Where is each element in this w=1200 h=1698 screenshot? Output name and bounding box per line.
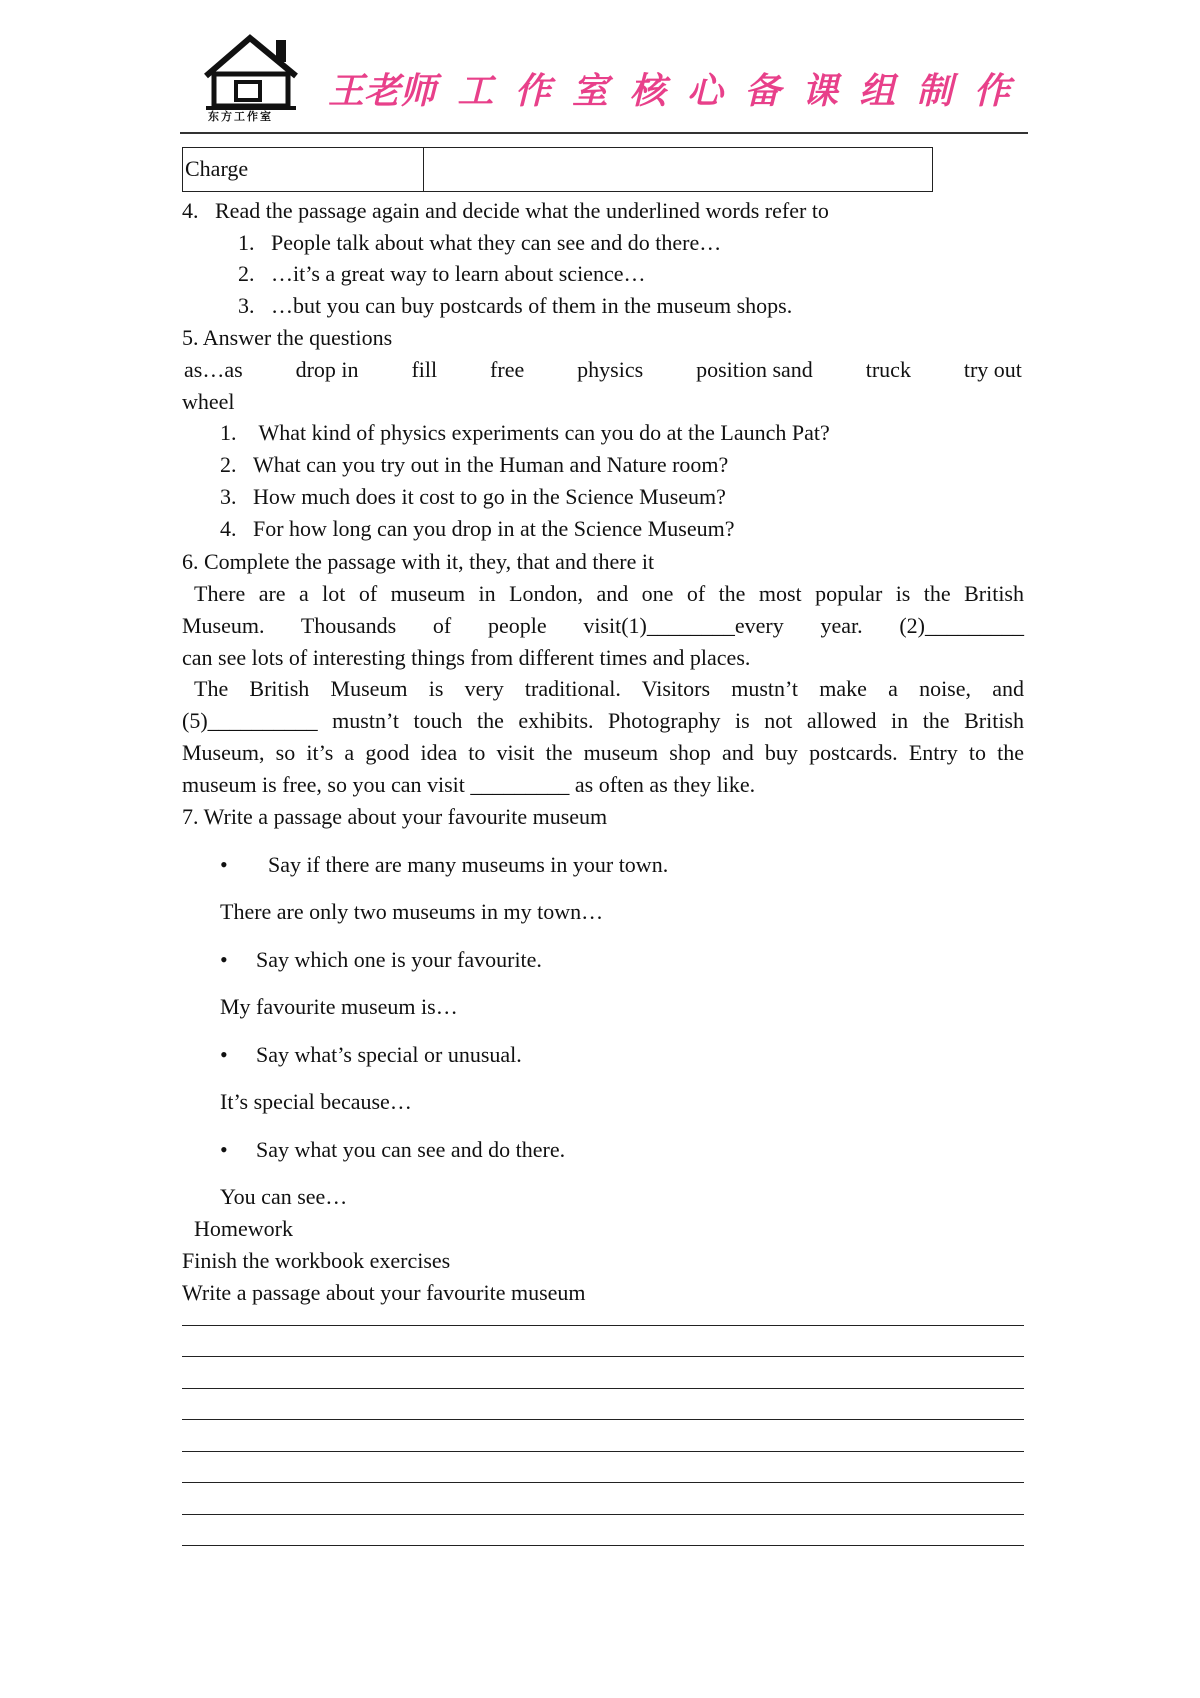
writing-line bbox=[182, 1419, 1024, 1420]
studio-logo bbox=[200, 32, 310, 127]
writing-line bbox=[182, 1325, 1024, 1326]
writing-line bbox=[182, 1514, 1024, 1515]
q7-prompt-4 bbox=[220, 1137, 565, 1163]
header-banner bbox=[318, 62, 1020, 122]
q7-prompt-text: Say what you can see and do there. bbox=[256, 1137, 566, 1162]
word-bank-item: drop in bbox=[295, 357, 359, 382]
q7-title: 7. Write a passage about your favourite museum bbox=[182, 804, 608, 829]
bullet-icon: • bbox=[220, 1042, 228, 1067]
q5-item-3: 3. How much does it cost to go in the Science Museum? bbox=[220, 484, 726, 509]
word-bank bbox=[182, 357, 1024, 383]
q7-starter-2: My favourite museum is… bbox=[220, 994, 458, 1019]
q7-starter-3: It’s special because… bbox=[220, 1089, 412, 1114]
q6-passage-line: The British Museum is very traditional. Visitors mustn’t make a noise, and bbox=[194, 676, 1024, 701]
q6-title: 6. Complete the passage with it, they, that and there it bbox=[182, 549, 655, 574]
word-bank-item: wheel bbox=[182, 389, 235, 414]
homework-title: Homework bbox=[194, 1216, 293, 1241]
q5-title: 5. Answer the questions bbox=[182, 325, 393, 350]
banner-text-10: 制 bbox=[916, 71, 953, 113]
word-bank-item: fill bbox=[411, 357, 438, 382]
header-divider bbox=[180, 132, 1028, 134]
word-bank-item: physics bbox=[577, 357, 644, 382]
q7-prompt-text: Say if there are many museums in your town. bbox=[268, 852, 669, 877]
banner-text-6: 心 bbox=[686, 71, 723, 113]
banner-text-8: 课 bbox=[801, 71, 838, 113]
banner-text-3: 作 bbox=[514, 71, 551, 113]
banner-text-1: 王老师 bbox=[328, 71, 437, 113]
writing-line bbox=[182, 1388, 1024, 1389]
word-bank-item: free bbox=[490, 357, 525, 382]
banner-text-4: 室 bbox=[572, 71, 609, 113]
banner-text-7: 备 bbox=[744, 71, 781, 113]
q4-title: 4. Read the passage again and decide what the underlined words refer to bbox=[182, 198, 829, 223]
q7-starter-4: You can see… bbox=[220, 1184, 348, 1209]
writing-line bbox=[182, 1482, 1024, 1483]
banner-text-9: 组 bbox=[859, 71, 896, 113]
charge-table bbox=[182, 147, 933, 192]
q7-prompt-text: Say what’s special or unusual. bbox=[256, 1042, 522, 1067]
q6-passage-line: Museum. Thousands of people visit(1)________every year. (2)_________ bbox=[182, 613, 1024, 638]
writing-line bbox=[182, 1451, 1024, 1452]
banner-text-5: 核 bbox=[629, 71, 666, 113]
q5-item-1: 1. What kind of physics experiments can you do at the Launch Pat? bbox=[220, 420, 830, 445]
q6-passage-line: can see lots of interesting things from different times and places. bbox=[182, 645, 751, 670]
table-row bbox=[183, 148, 933, 192]
charge-value-cell bbox=[424, 148, 933, 192]
q6-passage-line: There are a lot of museum in London, and one of the most popular is the British bbox=[194, 581, 1024, 606]
q6-passage-line: museum is free, so you can visit _________ as often as they like. bbox=[182, 772, 756, 797]
writing-line bbox=[182, 1545, 1024, 1546]
homework-item: Write a passage about your favourite museum bbox=[182, 1280, 586, 1305]
q7-starter-1: There are only two museums in my town… bbox=[220, 899, 604, 924]
q7-prompt-text: Say which one is your favourite. bbox=[256, 947, 542, 972]
word-bank-item: as…as bbox=[184, 357, 243, 382]
q4-item-2: 2. …it’s a great way to learn about science… bbox=[238, 261, 646, 286]
q6-passage-line: Museum, so it’s a good idea to visit the museum shop and buy postcards. Entry to the bbox=[182, 740, 1024, 765]
bullet-icon: • bbox=[220, 852, 228, 877]
word-bank-item: truck bbox=[865, 357, 911, 382]
bullet-icon: • bbox=[220, 947, 228, 972]
word-bank-item: try out bbox=[963, 357, 1022, 382]
banner-text-2: 工 bbox=[457, 71, 494, 113]
charge-label-cell: Charge bbox=[183, 148, 424, 192]
bullet-icon: • bbox=[220, 1137, 228, 1162]
q7-prompt-1 bbox=[220, 852, 668, 878]
q6-passage-line: (5)__________ mustn’t touch the exhibits. Photography is not allowed in the British bbox=[182, 708, 1024, 733]
homework-item: Finish the workbook exercises bbox=[182, 1248, 451, 1273]
q7-prompt-2 bbox=[220, 947, 542, 973]
q5-item-4: 4. For how long can you drop in at the Science Museum? bbox=[220, 516, 735, 541]
logo-caption: 东方工作室 bbox=[208, 110, 273, 123]
writing-line bbox=[182, 1356, 1024, 1357]
q4-item-1: 1. People talk about what they can see and do there… bbox=[238, 230, 722, 255]
word-bank-item: position sand bbox=[696, 357, 813, 382]
q5-item-2: 2. What can you try out in the Human and Nature room? bbox=[220, 452, 729, 477]
q4-item-3: 3. …but you can buy postcards of them in the museum shops. bbox=[238, 293, 793, 318]
banner-text-11: 作 bbox=[973, 71, 1010, 113]
q7-prompt-3 bbox=[220, 1042, 522, 1068]
